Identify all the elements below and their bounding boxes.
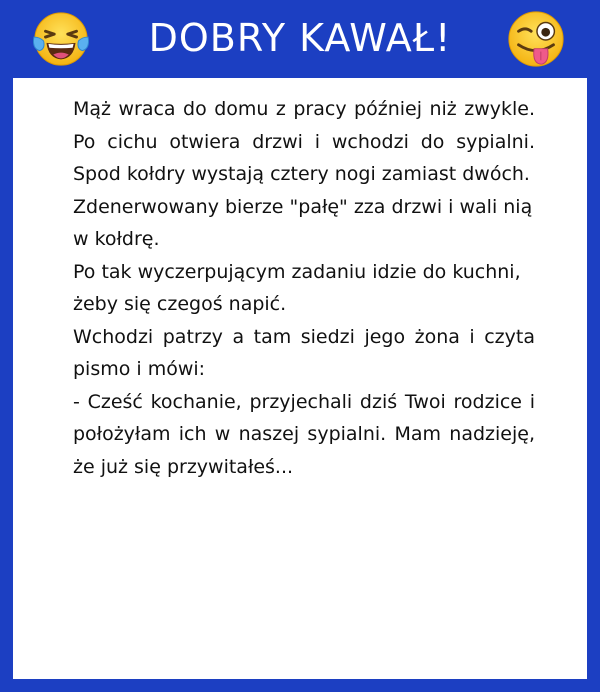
joke-paragraph-1: Mąż wraca do domu z pracy później niż zwykle. Po cichu otwiera drzwi i wchodzi do sypialni. Spod kołdry wystają cztery nogi zamiast dwóch. [73, 98, 535, 185]
joke-paragraph-3: Po tak wyczerpującym zadaniu idzie do kuchni, żeby się czegoś napić. [73, 260, 521, 315]
joke-panel [13, 78, 587, 679]
joke-paragraph-5: - Cześć kochanie, przyjechali dziś Twoi rodzice i położyłam ich w naszej sypialni. Mam nadzieję, że już się przywitałeś... [73, 390, 535, 478]
joke-text [73, 93, 535, 483]
joke-paragraph-4: Wchodzi patrzy a tam siedzi jego żona i czyta pismo i mówi: [73, 325, 535, 380]
joke-paragraph-2: Zdenerwowany bierze "pałę" zza drzwi i wali nią w kołdrę. [73, 195, 533, 250]
header-bar [0, 0, 600, 78]
winking-tongue-emoji-icon [505, 8, 567, 70]
page-title: DOBRY KAWAŁ! [148, 16, 452, 60]
